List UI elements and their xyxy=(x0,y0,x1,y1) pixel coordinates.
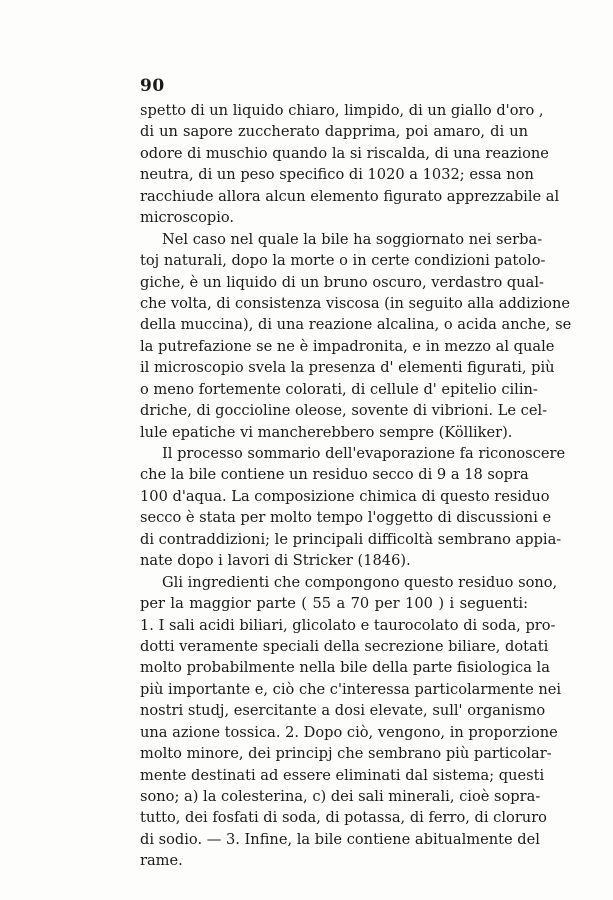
text-line: toj naturali, dopo la morte o in certe condizioni patolo- xyxy=(140,252,546,270)
text-line: Nel caso nel quale la bile ha soggiornato nei serba- xyxy=(162,230,543,248)
text-line: giche, è un liquido di un bruno oscuro, verdastro qual- xyxy=(140,273,544,291)
text-line: molto minore, dei principj che sembrano più particolar- xyxy=(140,745,552,763)
text-line: Il processo sommario dell'evaporazione fa riconoscere xyxy=(162,445,566,462)
page-number: 90 xyxy=(140,76,165,96)
text-line: di contraddizioni; le principali difficoltà sembrano appia- xyxy=(140,530,562,548)
text-line: della muccina), di una reazione alcalina, o acida anche, se xyxy=(140,316,572,334)
text-line: tutto, dei fosfati di soda, di potassa, di ferro, di cloruro xyxy=(140,809,547,827)
text-line: per la maggior parte ( 55 a 70 per 100 ) i seguenti: xyxy=(140,595,528,613)
text-line: odore di muschio quando la si riscalda, di una reazione xyxy=(140,144,549,162)
text-line: sono; a) la colesterina, c) dei sali minerali, cioè sopra- xyxy=(140,788,541,805)
text-line: più importante e, ciò che c'interessa particolarmente nei xyxy=(140,680,562,698)
text-line: dotti veramente speciali della secrezione biliare, dotati xyxy=(140,637,549,655)
text-line: molto probabilmente nella bile della parte fisiologica la xyxy=(140,659,550,677)
text-line: il microscopio svela la presenza d' elementi figurati, più xyxy=(140,359,555,377)
text-line: che la bile contiene un residuo secco di 9 a 18 sopra xyxy=(140,466,529,484)
text-line: una azione tossica. 2. Dopo ciò, vengono, in proporzione xyxy=(140,723,558,741)
text-line: neutra, di un peso specifico di 1020 a 1032; essa non xyxy=(140,166,534,184)
text-line: driche, di goccioline oleose, sovente di vibrioni. Le cel- xyxy=(140,402,548,420)
text-line: 1. I sali acidi biliari, glicolato e taurocolato di soda, pro- xyxy=(140,616,556,634)
text-line: 100 d'aqua. La composizione chimica di questo residuo xyxy=(140,487,550,505)
text-line: nostri studj, esercitante a dosi elevate, sull' organismo xyxy=(140,702,546,720)
text-line: lule epatiche vi mancherebbero sempre (Kölliker). xyxy=(140,423,513,441)
text-line: di sodio. — 3. Infine, la bile contiene abitualmente del xyxy=(140,830,540,848)
text-line: che volta, di consistenza viscosa (in seguito alla addizione xyxy=(140,294,570,312)
text-line: di un sapore zuccherato dapprima, poi amaro, di un xyxy=(140,123,528,141)
text-line: microscopio. xyxy=(140,209,235,227)
text-line: o meno fortemente colorati, di cellule d' epitelio cilin- xyxy=(140,380,538,398)
text-line: spetto di un liquido chiaro, limpido, di un giallo d'oro , xyxy=(140,102,544,119)
text-line: secco è stata per molto tempo l'oggetto di discussioni e xyxy=(140,509,552,527)
text-line: la putrefazione se ne è impadronita, e in mezzo al quale xyxy=(140,337,555,355)
text-line: Gli ingredienti che compongono questo residuo sono, xyxy=(162,573,558,591)
text-line: nate dopo i lavori di Stricker (1846). xyxy=(140,552,411,570)
body-text xyxy=(140,100,572,872)
text-line: racchiude allora alcun elemento figurato apprezzabile al xyxy=(140,187,560,205)
text-line: mente destinati ad essere eliminati dal sistema; questi xyxy=(140,766,545,784)
text-line: rame. xyxy=(140,852,183,870)
